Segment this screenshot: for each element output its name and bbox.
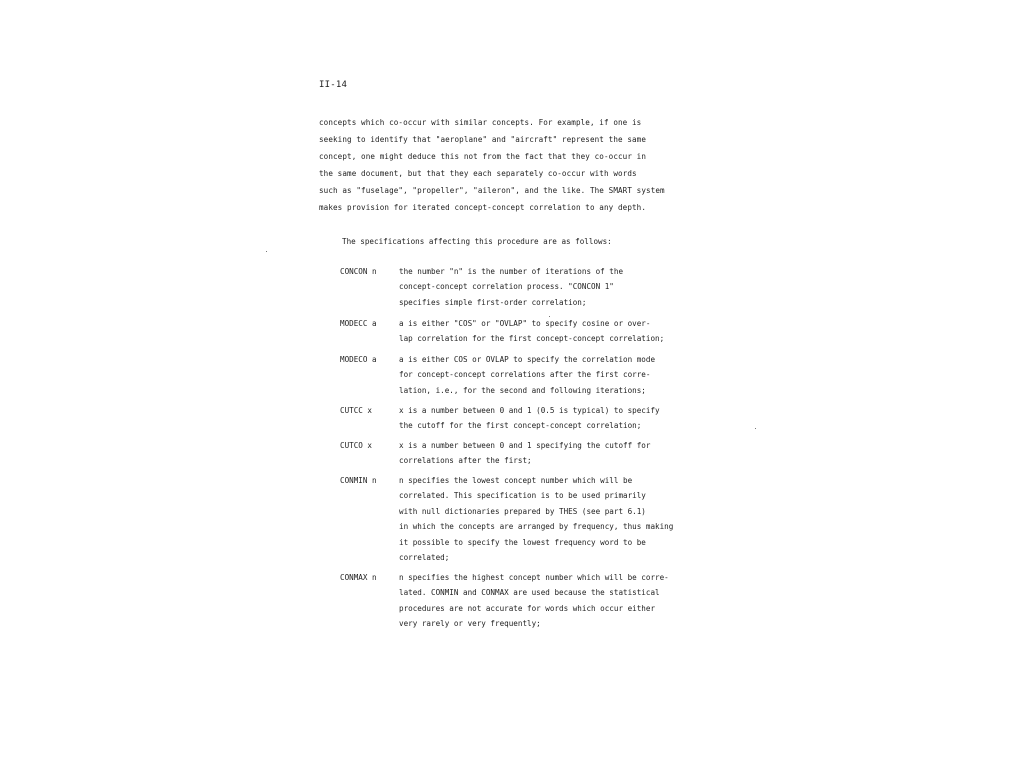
spec-description xyxy=(399,316,699,347)
scan-speck xyxy=(266,251,267,252)
spec-description-line: x is a number between 0 and 1 specifying the cutoff for xyxy=(399,441,651,450)
paragraph-line: seeking to identify that "aeroplane" and "aircraft" represent the same xyxy=(319,135,647,144)
spec-name: CONMAX n xyxy=(340,573,377,582)
spec-description-line: the number "n" is the number of iterations of the xyxy=(399,267,624,276)
spec-name: MODECC a xyxy=(340,319,377,328)
spec-name: CONMIN n xyxy=(340,476,377,485)
scan-speck xyxy=(549,316,550,317)
spec-description xyxy=(399,570,699,632)
spec-description xyxy=(399,403,699,434)
page-number: II-14 xyxy=(319,80,348,90)
spec-description-line: correlations after the first; xyxy=(399,456,532,466)
spec-description-line: lation, i.e., for the second and following iterations; xyxy=(399,385,646,395)
spec-description xyxy=(399,438,699,469)
spec-description-line: a is either "COS" or "OVLAP" to specify cosine or over- xyxy=(399,319,651,328)
spec-description-line: n specifies the highest concept number which will be corre- xyxy=(399,573,669,582)
spec-description-line: very rarely or very frequently; xyxy=(399,619,541,629)
specifications-intro: The specifications affecting this procedure are as follows: xyxy=(342,237,612,246)
spec-name: MODECO a xyxy=(340,355,377,364)
paragraph-line: such as "fuselage", "propeller", "aileron", and the like. The SMART system xyxy=(319,186,665,195)
spec-description-line: the cutoff for the first concept-concept correlation; xyxy=(399,421,642,431)
spec-description-line: lap correlation for the first concept-concept correlation; xyxy=(399,334,665,344)
paragraph-line: concept, one might deduce this not from the fact that they co-occur in xyxy=(319,152,647,161)
spec-description-line: a is either COS or OVLAP to specify the correlation mode xyxy=(399,355,656,364)
paragraph-line: concepts which co-occur with similar concepts. For example, if one is xyxy=(319,118,642,127)
spec-description-line: n specifies the lowest concept number which will be xyxy=(399,476,633,485)
spec-description-line: correlated; xyxy=(399,552,450,562)
spec-description-line: x is a number between 0 and 1 (0.5 is typical) to specify xyxy=(399,406,660,415)
spec-name: CONCON n xyxy=(340,267,377,276)
spec-name: CUTCO x xyxy=(340,441,373,450)
paragraph-line: makes provision for iterated concept-concept correlation to any depth. xyxy=(319,203,647,212)
spec-description-line: lated. CONMIN and CONMAX are used because the statistical xyxy=(399,588,660,598)
spec-description xyxy=(399,264,699,310)
spec-description xyxy=(399,352,699,398)
paragraph-line: the same document, but that they each separately co-occur with words xyxy=(319,169,637,178)
spec-name: CUTCC x xyxy=(340,406,373,415)
spec-description-line: specifies simple first-order correlation; xyxy=(399,297,587,307)
spec-description-line: procedures are not accurate for words which occur either xyxy=(399,603,656,613)
scan-speck xyxy=(755,428,756,429)
spec-description xyxy=(399,473,699,565)
spec-description-line: for concept-concept correlations after the first corre- xyxy=(399,370,651,380)
spec-description-line: with null dictionaries prepared by THES (see part 6.1) xyxy=(399,506,646,516)
spec-description-line: concept-concept correlation process. "CONCON 1" xyxy=(399,282,614,292)
spec-description-line: in which the concepts are arranged by frequency, thus making xyxy=(399,522,674,532)
spec-description-line: it possible to specify the lowest frequency word to be xyxy=(399,537,646,547)
spec-description-line: correlated. This specification is to be used primarily xyxy=(399,491,646,501)
body-paragraph xyxy=(319,114,699,216)
